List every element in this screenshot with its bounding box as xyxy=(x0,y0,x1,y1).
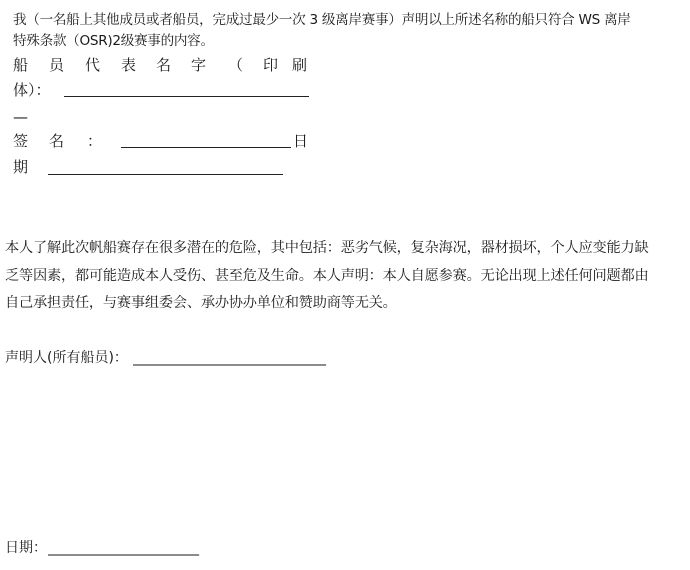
risk-line-3: 自己承担责任，与赛事组委会、承办协办单位和赞助商等无关。 xyxy=(5,295,397,311)
signature-char: 名 xyxy=(49,132,65,150)
rep-name-char: 刷 xyxy=(292,56,308,74)
risk-line-1: 本人了解此次帆船赛存在很多潜在的危险，其中包括：恶劣气候，复杂海况，器材损坏，个人应变能力缺 xyxy=(5,240,649,256)
signature-char: 签 xyxy=(13,132,29,150)
signature-label xyxy=(13,131,113,153)
signature-date-underline[interactable] xyxy=(48,174,283,175)
rep-name-label-tail: 体）： xyxy=(13,81,51,99)
date-field-label: 日期： xyxy=(5,540,47,556)
signature-underline[interactable] xyxy=(121,147,291,148)
rep-name-underline[interactable] xyxy=(64,96,309,97)
rep-name-char: （ xyxy=(228,56,244,74)
rep-name-char: 员 xyxy=(49,56,65,74)
dash-mark: — xyxy=(13,108,28,126)
rep-name-label xyxy=(13,55,313,77)
signature-char: ： xyxy=(87,132,103,150)
rep-name-char: 表 xyxy=(121,56,137,74)
date-label-head: 日 xyxy=(293,132,309,150)
intro-line-2: 特殊条款（OSR)2级赛事的内容。 xyxy=(13,33,214,49)
rep-name-char: 名 xyxy=(156,56,172,74)
rep-name-char: 船 xyxy=(13,56,29,74)
rep-name-char: 印 xyxy=(263,56,279,74)
date-field[interactable]: _________________________ xyxy=(48,540,198,556)
date-label-tail: 期 xyxy=(13,158,29,176)
rep-name-char: 字 xyxy=(191,56,207,74)
intro-line-1: 我（一名船上其他成员或者船员，完成过最少一次 3 级离岸赛事）声明以上所述名称的船只符合 WS 离岸 xyxy=(13,12,631,28)
declarant-label: 声明人(所有船员)： xyxy=(5,350,128,366)
declarant-field[interactable]: ________________________________ xyxy=(133,350,325,366)
rep-name-char: 代 xyxy=(85,56,101,74)
risk-line-2: 乏等因素，都可能造成本人受伤、甚至危及生命。本人声明：本人自愿参赛。无论出现上述任何问题都由 xyxy=(5,268,649,284)
